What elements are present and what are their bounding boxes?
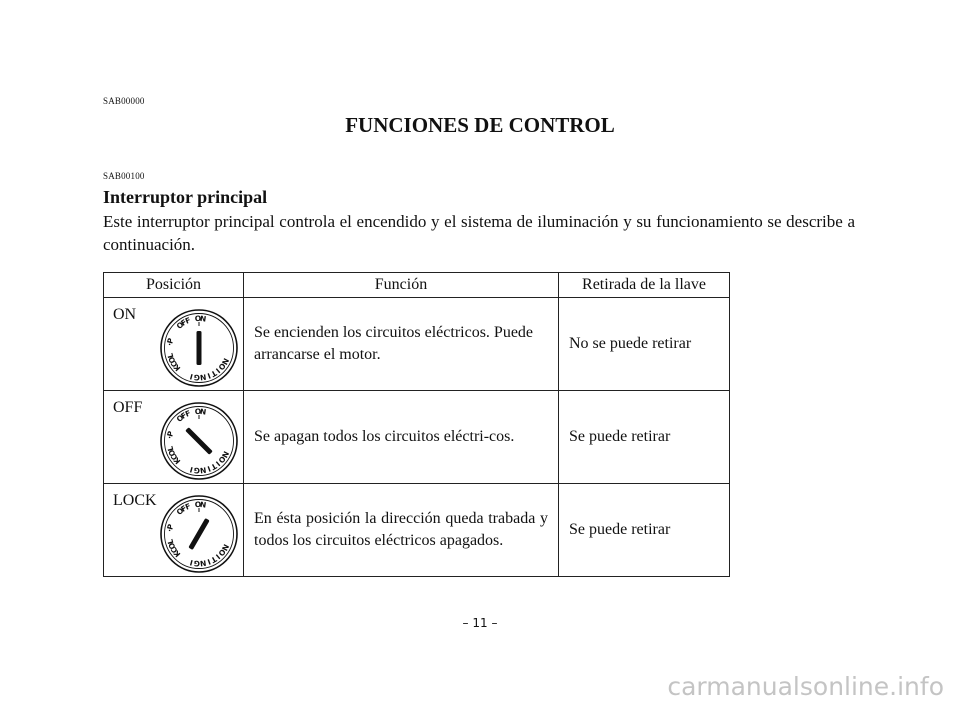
function-cell: Se apagan todos los circuitos eléctri-cos. bbox=[244, 391, 559, 484]
function-cell: Se encienden los circuitos eléctricos. Puede arrancarse el motor. bbox=[244, 298, 559, 391]
header-function: Función bbox=[244, 273, 559, 298]
position-cell bbox=[104, 391, 244, 484]
ignition-switch-table bbox=[103, 272, 730, 577]
ignition-dial-on-icon bbox=[159, 308, 239, 388]
ignition-dial-lock-icon bbox=[159, 494, 239, 574]
section-heading: Interruptor principal bbox=[103, 187, 268, 207]
section-code-top: SAB00000 bbox=[103, 96, 145, 106]
page-title: FUNCIONES DE CONTROL bbox=[345, 113, 615, 137]
ignition-dial-off-icon bbox=[159, 401, 239, 481]
position-label: ON bbox=[113, 306, 137, 323]
watermark-text: carmanualsonline.info bbox=[667, 672, 944, 701]
position-label: OFF bbox=[113, 399, 143, 416]
table-row bbox=[104, 298, 730, 391]
table-row bbox=[104, 484, 730, 577]
intro-paragraph: Este interruptor principal controla el encendido y el sistema de iluminación y su funcionamiento se describe a continuación. bbox=[103, 212, 855, 254]
header-position: Posición bbox=[104, 273, 244, 298]
key-removal-cell: Se puede retirar bbox=[559, 391, 730, 484]
table-row bbox=[104, 391, 730, 484]
page-number: – 11 – bbox=[462, 616, 498, 630]
key-removal-cell: No se puede retirar bbox=[559, 298, 730, 391]
position-label: LOCK bbox=[113, 492, 157, 509]
position-cell bbox=[104, 484, 244, 577]
header-key-removal: Retirada de la llave bbox=[559, 273, 730, 298]
position-cell bbox=[104, 298, 244, 391]
key-removal-cell: Se puede retirar bbox=[559, 484, 730, 577]
table-header-row bbox=[104, 273, 730, 298]
section-code: SAB00100 bbox=[103, 171, 145, 181]
function-cell: En ésta posición la dirección queda trabada y todos los circuitos eléctricos apagados. bbox=[244, 484, 559, 577]
